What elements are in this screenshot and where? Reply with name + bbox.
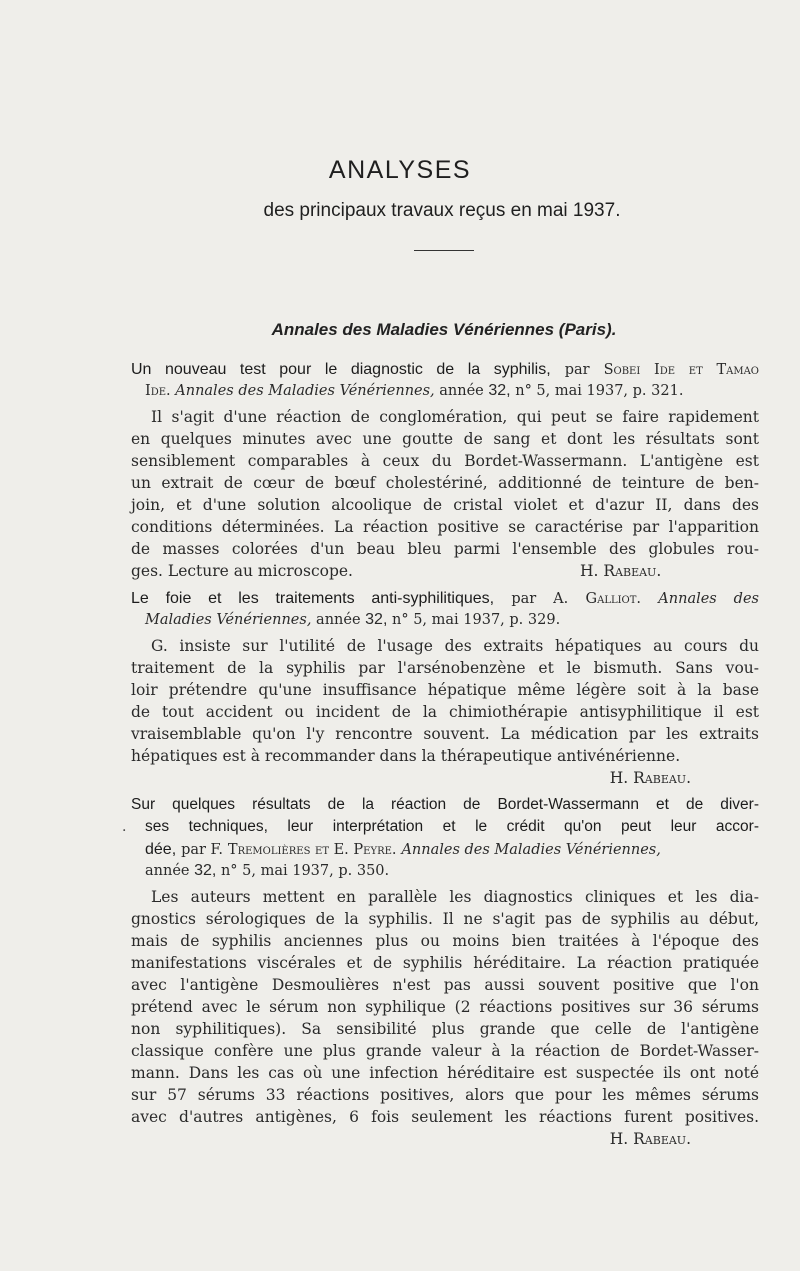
- body-line: en quelques minutes avec une goutte de sang et dont les résultats sont: [131, 430, 759, 448]
- article-2-authors: Galliot.: [585, 591, 642, 607]
- body-line: avec d'autres antigènes, 6 fois seulement les réactions furent positives.: [131, 1108, 759, 1126]
- article-1-ref: n° 5, mai 1937, p. 321.: [515, 383, 684, 399]
- body-line: hépatiques est à recommander dans la thérapeutique antivénérienne.: [131, 747, 681, 765]
- article-3-citation: [131, 860, 759, 882]
- article-2-journal-b: Maladies Vénériennes,: [145, 612, 312, 628]
- body-line: gnostics sérologiques de la syphilis. Il ne s'agit pas de syphilis au début,: [131, 910, 759, 928]
- body-line: avec l'antigène Desmoulières n'est pas aussi souvent positive que l'on: [131, 976, 759, 994]
- article-1-byline-prefix: par: [564, 362, 590, 378]
- article-3-title-line: ses techniques, leur interprétation et le crédit qu'on peut leur accor-: [145, 818, 759, 835]
- body-line: vraisemblable qu'on l'y rencontre souvent. La médication par les extraits: [131, 725, 759, 743]
- article-3-title-line-last: [131, 838, 759, 860]
- article-2-citation: [131, 609, 759, 631]
- article-1-citation: [131, 380, 759, 402]
- body-line: de masses colorées d'un beau bleu parmi l'ensemble des globules rou-: [131, 540, 759, 558]
- article-1-authors: Sobei Ide et Tamao: [603, 362, 759, 378]
- body-line: Il s'agit d'une réaction de conglomération, qui peut se faire rapidement: [151, 408, 759, 426]
- body-line: traitement de la syphilis par l'arsénobenzène et le bismuth. Sans vou-: [131, 659, 759, 677]
- body-line: classique confère une plus grande valeur à la réaction de Bordet-Wasser-: [131, 1042, 759, 1060]
- article-3-ref: n° 5, mai 1937, p. 350.: [220, 863, 390, 879]
- body-line: join, et d'une solution alcoolique de cristal violet et d'azur II, dans des: [131, 496, 759, 514]
- body-line: sur 57 sérums 33 réactions positives, alors que pour les mêmes sérums: [131, 1086, 759, 1104]
- article-3-annee: année: [145, 863, 190, 879]
- article-2-annee: année: [316, 612, 361, 628]
- article-3-authors: Tremolières et E. Peyre.: [227, 842, 397, 858]
- divider-rule: [414, 250, 474, 251]
- article-1-title: Un nouveau test pour le diagnostic de la syphilis,: [131, 361, 551, 378]
- body-line: un extrait de cœur de bœuf cholestériné, additionné de teinture de ben-: [131, 474, 759, 492]
- article-2-title-line: [131, 587, 759, 609]
- body-line: sensiblement comparables à ceux du Bordet-Wassermann. L'antigène est: [131, 452, 759, 470]
- article-1-title-line: [131, 358, 759, 380]
- article-2-volume: 32,: [365, 611, 388, 628]
- journal-heading: Annales des Maladies Vénériennes (Paris).: [271, 320, 617, 339]
- page-subtitle: des principaux travaux reçus en mai 1937.: [263, 200, 621, 221]
- article-3-title-line: Sur quelques résultats de la réaction de Bordet-Wassermann et de diver-: [131, 796, 759, 813]
- article-3-title-end: dée,: [145, 841, 177, 858]
- page-title: ANALYSES: [328, 156, 472, 184]
- article-1-signature: H. Rabeau.: [580, 562, 662, 580]
- body-line: ges. Lecture au microscope.: [131, 562, 353, 580]
- article-2-journal-a: Annales des: [658, 591, 759, 607]
- body-line: G. insiste sur l'utilité de l'usage des extraits hépatiques au cours du: [151, 637, 759, 655]
- body-line: de tout accident ou incident de la chimiothérapie antisyphilitique il est: [131, 703, 759, 721]
- article-3-journal: Annales des Maladies Vénériennes,: [401, 842, 661, 858]
- article-1-last-line: [131, 560, 759, 582]
- article-1-journal: Annales des Maladies Vénériennes,: [175, 383, 435, 399]
- body-line: mais de syphilis anciennes plus ou moins bien traitées à l'époque des: [131, 932, 759, 950]
- article-3-signature: H. Rabeau.: [609, 1130, 691, 1148]
- margin-mark: ·: [122, 823, 127, 839]
- article-1-authors-cont: Ide.: [145, 383, 171, 399]
- article-3-byline-prefix: par F.: [181, 842, 223, 858]
- article-2-ref: n° 5, mai 1937, p. 329.: [392, 612, 561, 628]
- article-3: [131, 794, 759, 1150]
- article-2-title: Le foie et les traitements anti-syphilitiques,: [131, 590, 495, 607]
- article-2-byline-prefix: par A.: [511, 591, 569, 607]
- body-line: loir prétendre qu'une insuffisance hépatique même légère soit à la base: [131, 681, 759, 699]
- body-line: manifestations viscérales et de syphilis héréditaire. La réaction pratiquée: [131, 954, 759, 972]
- article-1-annee: année: [439, 383, 484, 399]
- article-1: [131, 358, 759, 582]
- article-3-volume: 32,: [194, 862, 217, 879]
- article-1-volume: 32,: [488, 382, 511, 399]
- body-line: Les auteurs mettent en parallèle les diagnostics cliniques et les dia-: [151, 888, 759, 906]
- article-2: [131, 587, 759, 789]
- body-line: prétend avec le sérum non syphilique (2 réactions positives sur 36 sérums: [131, 998, 759, 1016]
- article-2-signature: H. Rabeau.: [609, 769, 691, 787]
- body-line: non syphilitiques). Sa sensibilité plus grande que celle de l'antigène: [131, 1020, 759, 1038]
- body-line: conditions déterminées. La réaction positive se caractérise par l'apparition: [131, 518, 759, 536]
- body-line: mann. Dans les cas où une infection héréditaire est suspectée ils ont noté: [131, 1064, 759, 1082]
